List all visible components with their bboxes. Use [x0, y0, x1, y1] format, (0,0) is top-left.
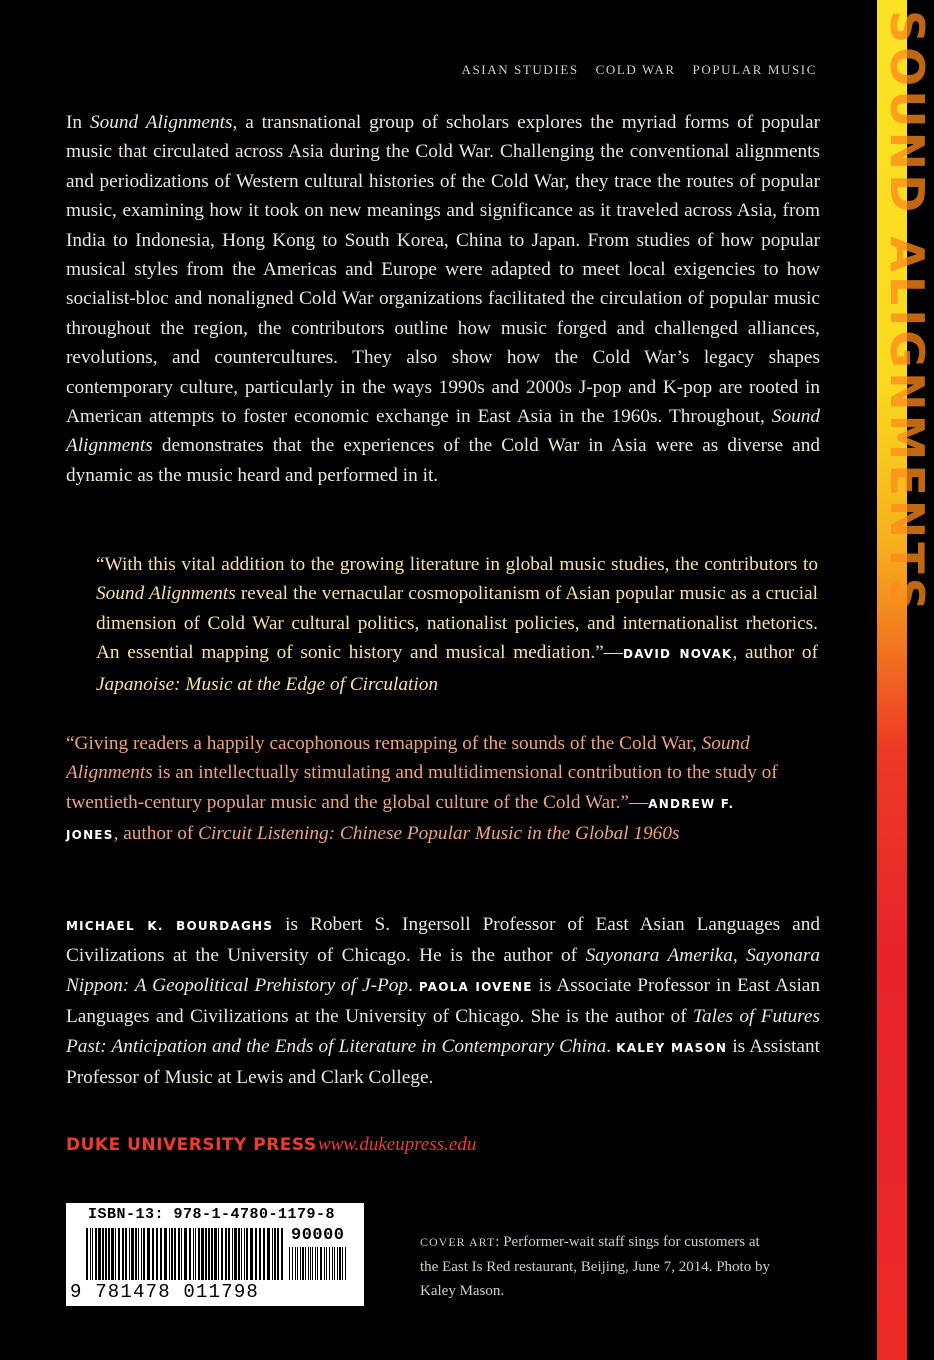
barcode-bar — [308, 1247, 309, 1280]
barcode-bar — [135, 1228, 137, 1280]
barcode-bar — [118, 1228, 120, 1280]
barcode-bar — [277, 1228, 279, 1280]
barcode-bar — [267, 1228, 270, 1280]
barcode-bar — [315, 1247, 316, 1280]
barcode-bar — [214, 1228, 217, 1280]
spine-color-bar — [877, 0, 934, 1360]
editors-bio: MICHAEL K. BOURDAGHS is Robert S. Ingersoll Professor of East Asian Languages and Civilizations at the University of Chicago. He is the author of Sayonara Amerika, Sayonara Nippon: A Geopolitical Prehistory of J-Pop. PAOLA IOVENE is Associate Professor in East Asian Languages and Civilizations at the University of Chicago. She is the author of Tales of Futures Past: Anticipation and the Ends of Literature in Contemporary China. KALEY MASON is Assistant Professor of Music at Lewis and Clark College. — [66, 914, 821, 1089]
barcode-addon-bars — [289, 1247, 349, 1280]
barcode-bar — [300, 1247, 301, 1280]
barcode-bar — [147, 1228, 150, 1280]
barcode-bar — [250, 1228, 253, 1280]
barcode-bar — [102, 1228, 104, 1280]
barcode-bar — [292, 1247, 293, 1280]
barcode-bar — [324, 1247, 325, 1280]
barcode-bar — [281, 1228, 283, 1280]
publisher-url[interactable]: www.dukeupress.edu — [318, 1134, 477, 1155]
barcode-bar — [259, 1228, 261, 1280]
barcode-bar — [289, 1247, 290, 1280]
barcode-bars — [86, 1228, 286, 1280]
barcode-bar — [138, 1228, 139, 1280]
barcode-bar — [297, 1247, 298, 1280]
barcode-bar — [345, 1247, 346, 1280]
endorser-book: Japanoise: Music at the Edge of Circulation — [96, 673, 439, 695]
book-title-italic: Sound Alignments — [66, 406, 820, 457]
spine-title: SOUND ALIGNMENTS — [880, 10, 934, 615]
barcode-bar — [193, 1228, 194, 1280]
publisher-name: DUKE UNIVERSITY PRESS — [66, 1135, 317, 1155]
barcode-bar — [181, 1228, 182, 1280]
barcode-bar — [241, 1228, 242, 1280]
barcode-bar — [122, 1228, 124, 1280]
barcode-bar — [342, 1247, 343, 1280]
barcode-bar — [156, 1228, 158, 1280]
barcode-bar — [302, 1247, 304, 1280]
barcode-bar — [211, 1228, 213, 1280]
isbn-number: ISBN-13: 978-1-4780-1179-8 — [88, 1206, 336, 1223]
barcode-bar — [198, 1228, 200, 1280]
barcode-bar — [111, 1228, 114, 1280]
subject-cold-war: COLD WAR — [595, 62, 676, 77]
barcode-bar — [178, 1228, 180, 1280]
barcode-bar — [92, 1228, 93, 1280]
barcode-bar — [141, 1228, 142, 1280]
endorser-name: ANDREW F. JONES — [66, 796, 735, 843]
barcode-bar — [234, 1228, 237, 1280]
book-description: In Sound Alignments, a transnational group of scholars explores the myriad forms of popular music that circulated across Asia during the Cold War. Challenging the conventional alignments and periodizations of Western cultural histories of the Cold War, they trace the routes of popular music, examining how it took on new meanings and significance as it traveled across Asia, from India to Indonesia, Hong Kong to South Korea, China to Japan. From studies of how popular musical styles from the Americas and Europe were adapted to meet local exigencies to how socialist-bloc and nonaligned Cold War organizations facilitated the circulation of popular music throughout the region, the contributors outline how music forged and challenged alliances, revolutions, and countercultures. They also show how the Cold War’s legacy shapes contemporary culture, particularly in the ways 1990s and 2000s J-pop and K-pop are rooted in American attempts to foster economic exchange in East Asia in the 1960s. Throughout, Sound Alignments demonstrates that the experiences of the Cold War in Asia were as diverse and dynamic as the music heard and performed in it. — [66, 112, 820, 486]
barcode-bar — [174, 1228, 176, 1280]
barcode-bar — [274, 1228, 276, 1280]
barcode-bar — [143, 1228, 145, 1280]
barcode-bar — [129, 1228, 130, 1280]
barcode-bar — [329, 1247, 330, 1280]
book-title-italic: Sound Alignments — [89, 112, 233, 133]
barcode-bar — [160, 1228, 162, 1280]
barcode-bar — [317, 1247, 318, 1280]
barcode-bar — [225, 1228, 227, 1280]
barcode-bar — [152, 1228, 154, 1280]
barcode-bar — [238, 1228, 240, 1280]
barcode-bar — [228, 1228, 230, 1280]
barcode-bar — [169, 1228, 170, 1280]
barcode-bar — [164, 1228, 167, 1280]
barcode-bar — [263, 1228, 265, 1280]
endorser-book: Circuit Listening: Chinese Popular Music in the Global 1960s — [198, 823, 680, 845]
barcode-bar — [255, 1228, 257, 1280]
barcode-bar — [320, 1247, 322, 1280]
isbn-barcode — [66, 1203, 364, 1306]
barcode-bar — [171, 1228, 173, 1280]
barcode-bar — [244, 1228, 245, 1280]
endorsement-quote-jones: “Giving readers a happily cacophonous remapping of the sounds of the Cold War, Sound Alignments is an intellectually stimulating and multidimensional contribution to the study of twentieth-century popular music and the global culture of the Cold War.”—ANDREW F. JONES, author of Circuit Listening: Chinese Popular Music in the Global 1960s — [66, 733, 778, 845]
barcode-bar — [195, 1228, 196, 1280]
barcode-bar — [221, 1228, 223, 1280]
barcode-bar — [337, 1247, 338, 1280]
subject-popular-music: POPULAR MUSIC — [692, 62, 817, 77]
barcode-bar — [105, 1228, 107, 1280]
barcode-bar — [189, 1228, 191, 1280]
editor-name: KALEY MASON — [616, 1040, 728, 1055]
barcode-bar — [115, 1228, 116, 1280]
barcode-bar — [218, 1228, 219, 1280]
cover-art-label: COVER ART — [420, 1235, 496, 1249]
barcode-bar — [98, 1228, 101, 1280]
barcode-bar — [184, 1228, 187, 1280]
barcode-bar — [305, 1247, 306, 1280]
barcode-bar — [108, 1228, 110, 1280]
editor-name: MICHAEL K. BOURDAGHS — [66, 919, 274, 933]
barcode-bar — [246, 1228, 248, 1280]
barcode-bar — [201, 1228, 204, 1280]
barcode-bar — [272, 1228, 273, 1280]
barcode-bar — [326, 1247, 327, 1280]
editor-name: PAOLA IOVENE — [418, 979, 533, 994]
barcode-bar — [312, 1247, 313, 1280]
cover-art-credit: COVER ART: Performer-wait staff sings for customers at the East Is Red restaurant, Beijing, June 7, 2014. Photo by Kaley Mason. — [420, 1234, 770, 1299]
endorser-name: DAVID NOVAK — [623, 647, 733, 662]
barcode-addon-number: 90000 — [291, 1226, 345, 1245]
barcode-bar — [95, 1228, 97, 1280]
barcode-bar — [295, 1247, 296, 1280]
barcode-bar — [334, 1247, 335, 1280]
barcode-bar — [310, 1247, 311, 1280]
barcode-bar — [86, 1228, 88, 1280]
subject-asian-studies: ASIAN STUDIES — [461, 62, 579, 77]
barcode-bar — [90, 1228, 91, 1280]
barcode-bar — [125, 1228, 127, 1280]
barcode-bar — [131, 1228, 134, 1280]
barcode-bar — [208, 1228, 210, 1280]
subject-categories — [449, 62, 817, 78]
barcode-digits: 9 781478 011798 — [70, 1281, 260, 1303]
barcode-bar — [232, 1228, 233, 1280]
barcode-bar — [339, 1247, 341, 1280]
endorsement-quote-novak: “With this vital addition to the growing literature in global music studies, the contributors to Sound Alignments reveal the vernacular cosmopolitanism of Asian popular music as a crucial dimension of Cold War cultural politics, nationalist policies, and internationalist rhetorics. An essential mapping of sonic history and musical mediation.”—DAVID NOVAK, author of Japanoise: Music at the Edge of Circulation — [96, 554, 818, 695]
barcode-bar — [332, 1247, 333, 1280]
barcode-bar — [205, 1228, 207, 1280]
